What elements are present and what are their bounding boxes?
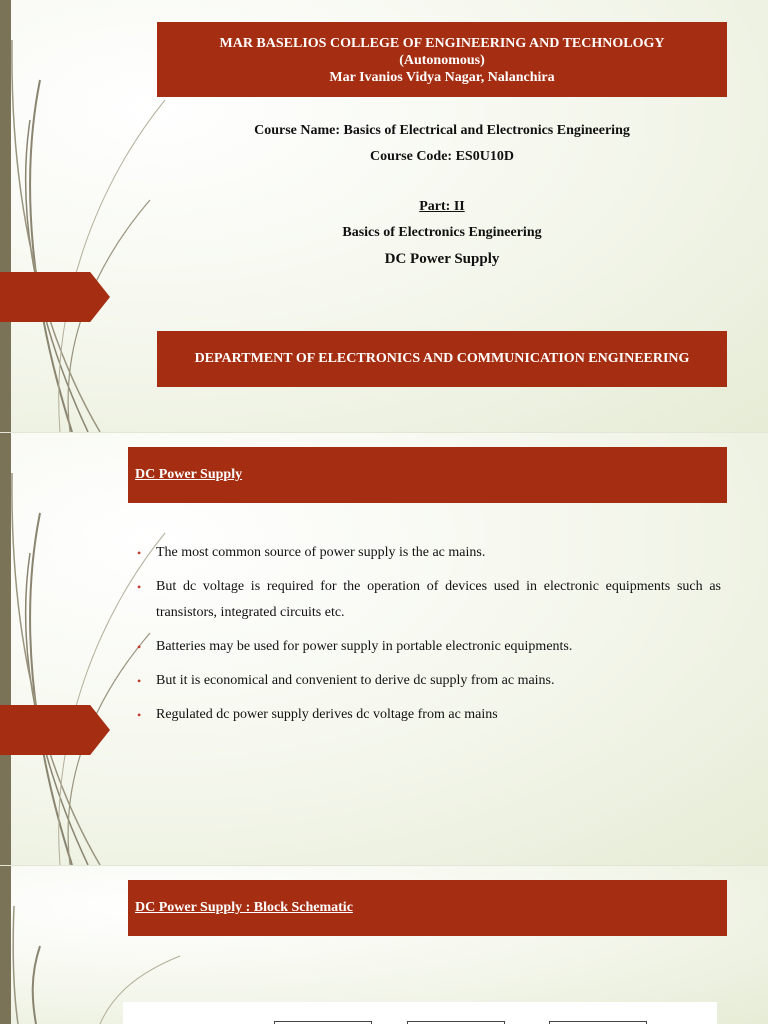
list-item: • But dc voltage is required for the operation of devices used in electronic equipments such as transistors, integrated circuits etc. <box>137 574 721 626</box>
bullet-marker: • <box>137 640 142 654</box>
college-name: MAR BASELIOS COLLEGE OF ENGINEERING AND TECHNOLOGY <box>219 36 665 51</box>
department-banner: DEPARTMENT OF ELECTRONICS AND COMMUNICATION ENGINEERING <box>157 331 727 387</box>
slide-title <box>0 0 768 433</box>
slide-left-bar <box>0 0 11 432</box>
arrow-tab <box>0 705 110 755</box>
college-status: (Autonomous) <box>399 53 485 68</box>
slide-dc-power-supply <box>0 433 768 866</box>
bullet-list <box>137 540 721 736</box>
block-schematic-diagram <box>123 1002 717 1024</box>
list-item: • Regulated dc power supply derives dc voltage from ac mains <box>137 702 721 728</box>
section-heading-text: DC Power Supply <box>135 467 243 482</box>
slide-left-bar <box>0 433 11 865</box>
section-heading <box>128 880 727 936</box>
bullet-marker: • <box>137 674 142 688</box>
arrow-tab <box>0 272 110 322</box>
college-address: Mar Ivanios Vidya Nagar, Nalanchira <box>329 70 555 85</box>
list-item: • The most common source of power supply is the ac mains. <box>137 540 721 566</box>
topic-title: DC Power Supply <box>384 251 500 267</box>
list-item: • But it is economical and convenient to derive dc supply from ac mains. <box>137 668 721 694</box>
title-banner <box>157 22 727 97</box>
bullet-marker: • <box>137 546 142 560</box>
section-heading <box>128 447 727 503</box>
slide-left-bar <box>0 866 11 1024</box>
bullet-marker: • <box>137 708 142 722</box>
list-item: • Batteries may be used for power supply in portable electronic equipments. <box>137 634 721 660</box>
course-name: Course Name: Basics of Electrical and Electronics Engineering <box>254 123 630 138</box>
part-label: Part: II <box>419 199 465 214</box>
part-title: Basics of Electronics Engineering <box>342 225 542 240</box>
section-heading-text: DC Power Supply : Block Schematic <box>135 900 353 915</box>
course-code: Course Code: ES0U10D <box>370 149 514 164</box>
slide-block-schematic <box>0 866 768 1024</box>
bullet-marker: • <box>137 580 142 594</box>
